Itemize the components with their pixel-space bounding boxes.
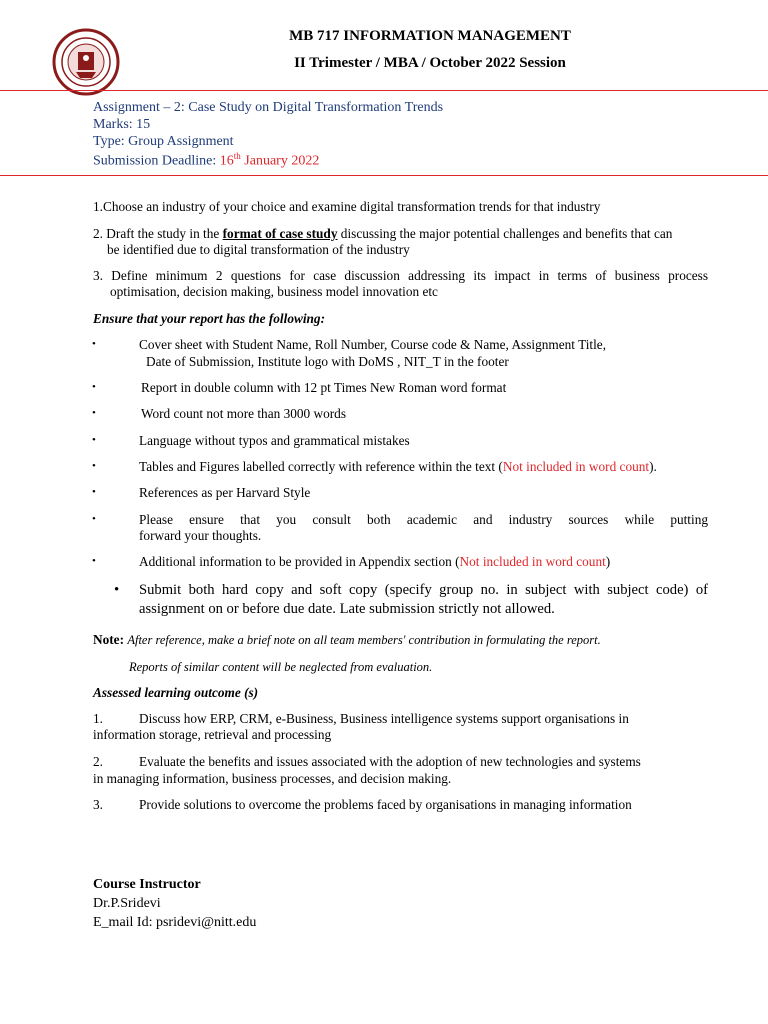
institute-logo (52, 28, 120, 96)
outcome-2: Evaluate the benefits and issues associated with the adoption of new technologies and systems (139, 754, 641, 769)
bullet-marker: • (92, 513, 96, 525)
task-2 (93, 226, 672, 242)
bullet-marker: • (92, 338, 96, 350)
bullet-submission: Submit both hard copy and soft copy (specify group no. in subject with subject code) of (139, 582, 708, 598)
task-3-continued: optimisation, decision making, business model innovation etc (110, 284, 438, 299)
ensure-heading: Ensure that your report has the following: (93, 311, 326, 326)
outcome-1: Discuss how ERP, CRM, e-Business, Business intelligence systems support organisations in (139, 711, 629, 726)
seal-icon (52, 28, 120, 96)
bullet-tables-note: Not included in word count (502, 459, 650, 474)
note-label: Note: (93, 632, 128, 647)
bullet-appendix-post: ) (605, 554, 611, 569)
bullet-tables-post: ). (649, 459, 657, 474)
bullet-marker: • (92, 381, 96, 393)
outcome-3: Provide solutions to overcome the problems faced by organisations in managing information (139, 797, 632, 812)
bullet-tables-pre: Tables and Figures labelled correctly with reference within the text ( (139, 459, 503, 474)
bullet-marker: • (92, 407, 96, 419)
bullet-cover-sheet-continued: Date of Submission, Institute logo with DoMS , NIT_T in the footer (146, 354, 509, 369)
deadline-label: Submission Deadline: (93, 153, 220, 169)
bullet-tables-figures (139, 459, 657, 475)
outcome-3-number: 3. (93, 797, 103, 812)
submission-deadline (93, 151, 319, 170)
bullet-cover-sheet: Cover sheet with Student Name, Roll Number, Course code & Name, Assignment Title, (139, 337, 607, 352)
session-subtitle: II Trimester / MBA / October 2022 Session (294, 55, 566, 71)
outcome-1-continued: information storage, retrieval and processing (93, 727, 332, 742)
bullet-language: Language without typos and grammatical mistakes (139, 433, 410, 448)
deadline-suffix: th (233, 151, 241, 161)
bullet-sources: Please ensure that you consult both academic and industry sources while putting (139, 512, 708, 527)
instructor-name: Dr.P.Sridevi (93, 896, 161, 911)
course-title: MB 717 INFORMATION MANAGEMENT (289, 28, 571, 44)
deadline-day: 16 (219, 153, 234, 169)
bullet-sources-continued: forward your thoughts. (139, 528, 262, 543)
bullet-format: Report in double column with 12 pt Times New Roman word format (141, 380, 507, 395)
bullet-appendix (139, 554, 610, 570)
bullet-marker-large: • (114, 582, 120, 598)
outcome-2-number: 2. (93, 754, 103, 769)
note-evaluation: Reports of similar content will be neglected from evaluation. (129, 660, 433, 674)
assignment-type: Type: Group Assignment (93, 134, 234, 149)
bullet-references: References as per Harvard Style (139, 485, 311, 500)
task-1: 1.Choose an industry of your choice and examine digital transformation trends for that industry (93, 199, 601, 214)
bullet-appendix-pre: Additional information to be provided in Appendix section ( (139, 554, 460, 569)
bullet-marker: • (92, 555, 96, 567)
note (93, 632, 601, 648)
task-2-pre: 2. Draft the study in the (93, 226, 223, 241)
assignment-marks: Marks: 15 (93, 117, 151, 132)
bullet-marker: • (92, 486, 96, 498)
bullet-marker: • (92, 434, 96, 446)
task-2-post: discussing the major potential challenges and benefits that can (337, 226, 673, 241)
note-text: After reference, make a brief note on all team members' contribution in formulating the report. (127, 633, 601, 647)
instructor-heading: Course Instructor (93, 877, 201, 892)
bullet-word-count: Word count not more than 3000 words (141, 406, 346, 421)
deadline-rest: January 2022 (240, 153, 320, 169)
task-2-continued: be identified due to digital transformation of the industry (107, 242, 410, 257)
outcomes-heading: Assessed learning outcome (s) (93, 685, 259, 700)
task-3: 3. Define minimum 2 questions for case discussion addressing its impact in terms of business process (93, 268, 708, 283)
header-divider (0, 90, 768, 91)
assignment-divider (0, 175, 768, 176)
bullet-marker: • (92, 460, 96, 472)
outcome-2-continued: in managing information, business processes, and decision making. (93, 771, 452, 786)
outcome-1-number: 1. (93, 711, 103, 726)
bullet-submission-continued: assignment on or before due date. Late submission strictly not allowed. (139, 601, 555, 617)
instructor-email: E_mail Id: psridevi@nitt.edu (93, 915, 257, 930)
bullet-appendix-note: Not included in word count (459, 554, 606, 569)
task-2-emphasis: format of case study (222, 226, 338, 241)
assignment-title: Assignment – 2: Case Study on Digital Transformation Trends (93, 100, 444, 115)
